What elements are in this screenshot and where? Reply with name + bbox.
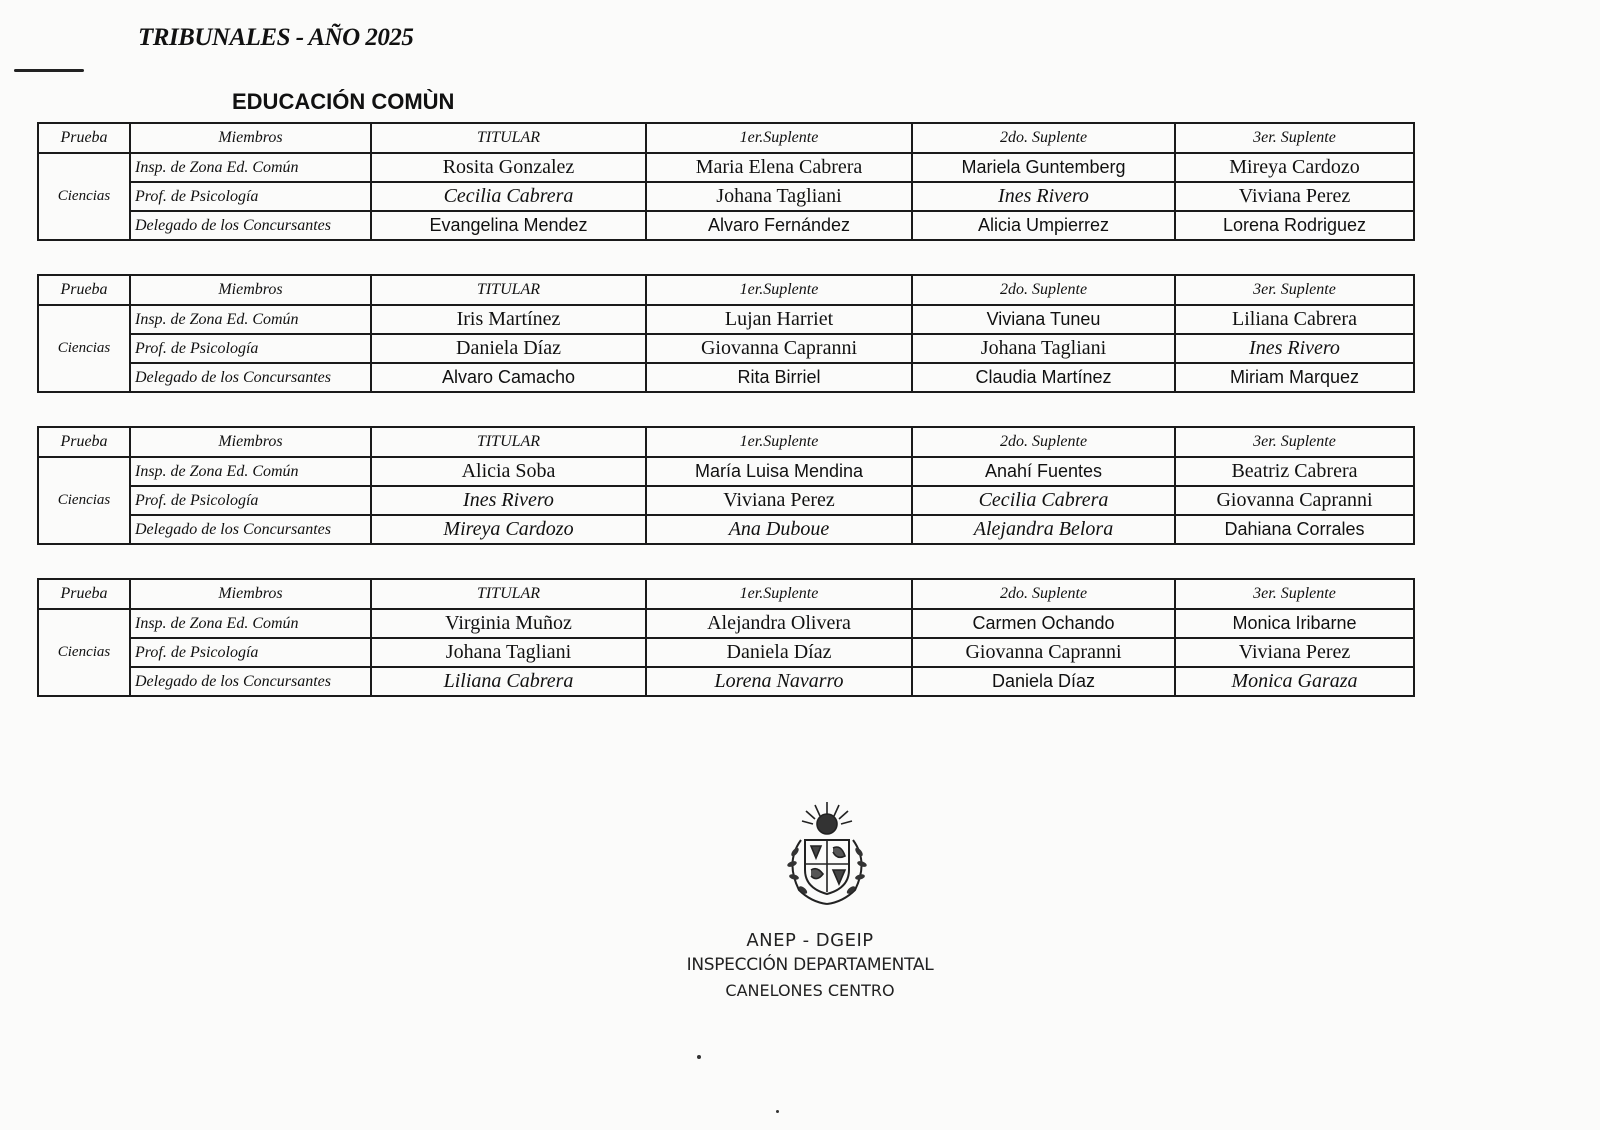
header-suplente-1: 1er.Suplente <box>646 427 912 457</box>
suplente-2-cell: Giovanna Capranni <box>912 638 1175 667</box>
suplente-3-cell: Liliana Cabrera <box>1175 305 1414 334</box>
header-prueba: Prueba <box>38 275 130 305</box>
suplente-3-cell: Monica Iribarne <box>1175 609 1414 638</box>
suplente-3-cell: Ines Rivero <box>1175 334 1414 363</box>
suplente-2-cell: Alejandra Belora <box>912 515 1175 544</box>
table-row <box>38 363 1414 392</box>
header-suplente-3: 3er. Suplente <box>1175 123 1414 153</box>
miembro-cell: Delegado de los Concursantes <box>130 515 371 544</box>
suplente-2-cell: Cecilia Cabrera <box>912 486 1175 515</box>
table-row <box>38 153 1414 182</box>
suplente-3-cell: Lorena Rodriguez <box>1175 211 1414 240</box>
suplente-2-cell: Viviana Tuneu <box>912 305 1175 334</box>
titular-cell: Alicia Soba <box>371 457 646 486</box>
table-row <box>38 305 1414 334</box>
titular-cell: Johana Tagliani <box>371 638 646 667</box>
suplente-2-cell: Daniela Díaz <box>912 667 1175 696</box>
suplente-1-cell: Lujan Harriet <box>646 305 912 334</box>
suplente-1-cell: Ana Duboue <box>646 515 912 544</box>
suplente-2-cell: Ines Rivero <box>912 182 1175 211</box>
table-row <box>38 638 1414 667</box>
table-row <box>38 515 1414 544</box>
header-prueba: Prueba <box>38 579 130 609</box>
miembro-cell: Delegado de los Concursantes <box>130 667 371 696</box>
header-suplente-3: 3er. Suplente <box>1175 579 1414 609</box>
suplente-1-cell: Lorena Navarro <box>646 667 912 696</box>
header-suplente-1: 1er.Suplente <box>646 123 912 153</box>
suplente-1-cell: María Luisa Mendina <box>646 457 912 486</box>
miembro-cell: Delegado de los Concursantes <box>130 363 371 392</box>
scan-speck <box>697 1055 701 1059</box>
titular-cell: Daniela Díaz <box>371 334 646 363</box>
table-row <box>38 667 1414 696</box>
table-row <box>38 486 1414 515</box>
suplente-2-cell: Carmen Ochando <box>912 609 1175 638</box>
header-suplente-2: 2do. Suplente <box>912 123 1175 153</box>
suplente-3-cell: Viviana Perez <box>1175 638 1414 667</box>
header-miembros: Miembros <box>130 275 371 305</box>
suplente-1-cell: Rita Birriel <box>646 363 912 392</box>
titular-cell: Alvaro Camacho <box>371 363 646 392</box>
miembro-cell: Delegado de los Concursantes <box>130 211 371 240</box>
tribunal-table-4 <box>37 578 1415 697</box>
header-suplente-1: 1er.Suplente <box>646 275 912 305</box>
miembro-cell: Insp. de Zona Ed. Común <box>130 609 371 638</box>
suplente-3-cell: Mireya Cardozo <box>1175 153 1414 182</box>
titular-cell: Iris Martínez <box>371 305 646 334</box>
titular-cell: Ines Rivero <box>371 486 646 515</box>
stamp-line-1: ANEP - DGEIP <box>746 930 874 951</box>
tribunal-table-3 <box>37 426 1415 545</box>
table-row <box>38 211 1414 240</box>
tribunal-table-1 <box>37 122 1415 241</box>
suplente-3-cell: Dahiana Corrales <box>1175 515 1414 544</box>
section-title: EDUCACIÓN COMÙN <box>232 89 455 114</box>
header-prueba: Prueba <box>38 427 130 457</box>
stamp-line-2: INSPECCIÓN DEPARTAMENTAL <box>686 955 934 975</box>
header-titular: TITULAR <box>371 123 646 153</box>
suplente-1-cell: Johana Tagliani <box>646 182 912 211</box>
titular-cell: Mireya Cardozo <box>371 515 646 544</box>
suplente-1-cell: Giovanna Capranni <box>646 334 912 363</box>
miembro-cell: Prof. de Psicología <box>130 638 371 667</box>
tribunal-table-2 <box>37 274 1415 393</box>
header-suplente-2: 2do. Suplente <box>912 427 1175 457</box>
titular-cell: Evangelina Mendez <box>371 211 646 240</box>
miembro-cell: Prof. de Psicología <box>130 486 371 515</box>
header-miembros: Miembros <box>130 123 371 153</box>
suplente-3-cell: Miriam Marquez <box>1175 363 1414 392</box>
scan-speck <box>776 1110 779 1113</box>
header-titular: TITULAR <box>371 579 646 609</box>
header-suplente-3: 3er. Suplente <box>1175 427 1414 457</box>
miembro-cell: Prof. de Psicología <box>130 334 371 363</box>
suplente-1-cell: Viviana Perez <box>646 486 912 515</box>
prueba-cell: Ciencias <box>38 153 130 240</box>
suplente-3-cell: Giovanna Capranni <box>1175 486 1414 515</box>
table-header-row <box>38 427 1414 457</box>
header-suplente-2: 2do. Suplente <box>912 579 1175 609</box>
institution-stamp <box>680 928 940 1003</box>
suplente-2-cell: Johana Tagliani <box>912 334 1175 363</box>
titular-cell: Rosita Gonzalez <box>371 153 646 182</box>
header-suplente-3: 3er. Suplente <box>1175 275 1414 305</box>
suplente-2-cell: Alicia Umpierrez <box>912 211 1175 240</box>
suplente-2-cell: Claudia Martínez <box>912 363 1175 392</box>
table-header-row <box>38 123 1414 153</box>
header-suplente-2: 2do. Suplente <box>912 275 1175 305</box>
header-suplente-1: 1er.Suplente <box>646 579 912 609</box>
suplente-3-cell: Monica Garaza <box>1175 667 1414 696</box>
suplente-1-cell: Maria Elena Cabrera <box>646 153 912 182</box>
prueba-cell: Ciencias <box>38 609 130 696</box>
table-row <box>38 457 1414 486</box>
table-row <box>38 334 1414 363</box>
suplente-3-cell: Beatriz Cabrera <box>1175 457 1414 486</box>
miembro-cell: Insp. de Zona Ed. Común <box>130 153 371 182</box>
table-header-row <box>38 579 1414 609</box>
header-titular: TITULAR <box>371 427 646 457</box>
prueba-cell: Ciencias <box>38 457 130 544</box>
titular-cell: Liliana Cabrera <box>371 667 646 696</box>
miembro-cell: Insp. de Zona Ed. Común <box>130 457 371 486</box>
document-title: TRIBUNALES - AÑO 2025 <box>138 24 414 51</box>
miembro-cell: Insp. de Zona Ed. Común <box>130 305 371 334</box>
table-row <box>38 182 1414 211</box>
suplente-1-cell: Alejandra Olivera <box>646 609 912 638</box>
header-miembros: Miembros <box>130 427 371 457</box>
stamp-line-3: CANELONES CENTRO <box>725 981 895 1000</box>
titular-cell: Cecilia Cabrera <box>371 182 646 211</box>
header-prueba: Prueba <box>38 123 130 153</box>
suplente-1-cell: Alvaro Fernández <box>646 211 912 240</box>
table-row <box>38 609 1414 638</box>
header-titular: TITULAR <box>371 275 646 305</box>
prueba-cell: Ciencias <box>38 305 130 392</box>
suplente-3-cell: Viviana Perez <box>1175 182 1414 211</box>
suplente-2-cell: Mariela Guntemberg <box>912 153 1175 182</box>
table-header-row <box>38 275 1414 305</box>
title-underline-mark <box>14 69 84 72</box>
suplente-2-cell: Anahí Fuentes <box>912 457 1175 486</box>
miembro-cell: Prof. de Psicología <box>130 182 371 211</box>
header-miembros: Miembros <box>130 579 371 609</box>
titular-cell: Virginia Muñoz <box>371 609 646 638</box>
suplente-1-cell: Daniela Díaz <box>646 638 912 667</box>
uruguay-coat-of-arms-icon <box>775 800 879 910</box>
